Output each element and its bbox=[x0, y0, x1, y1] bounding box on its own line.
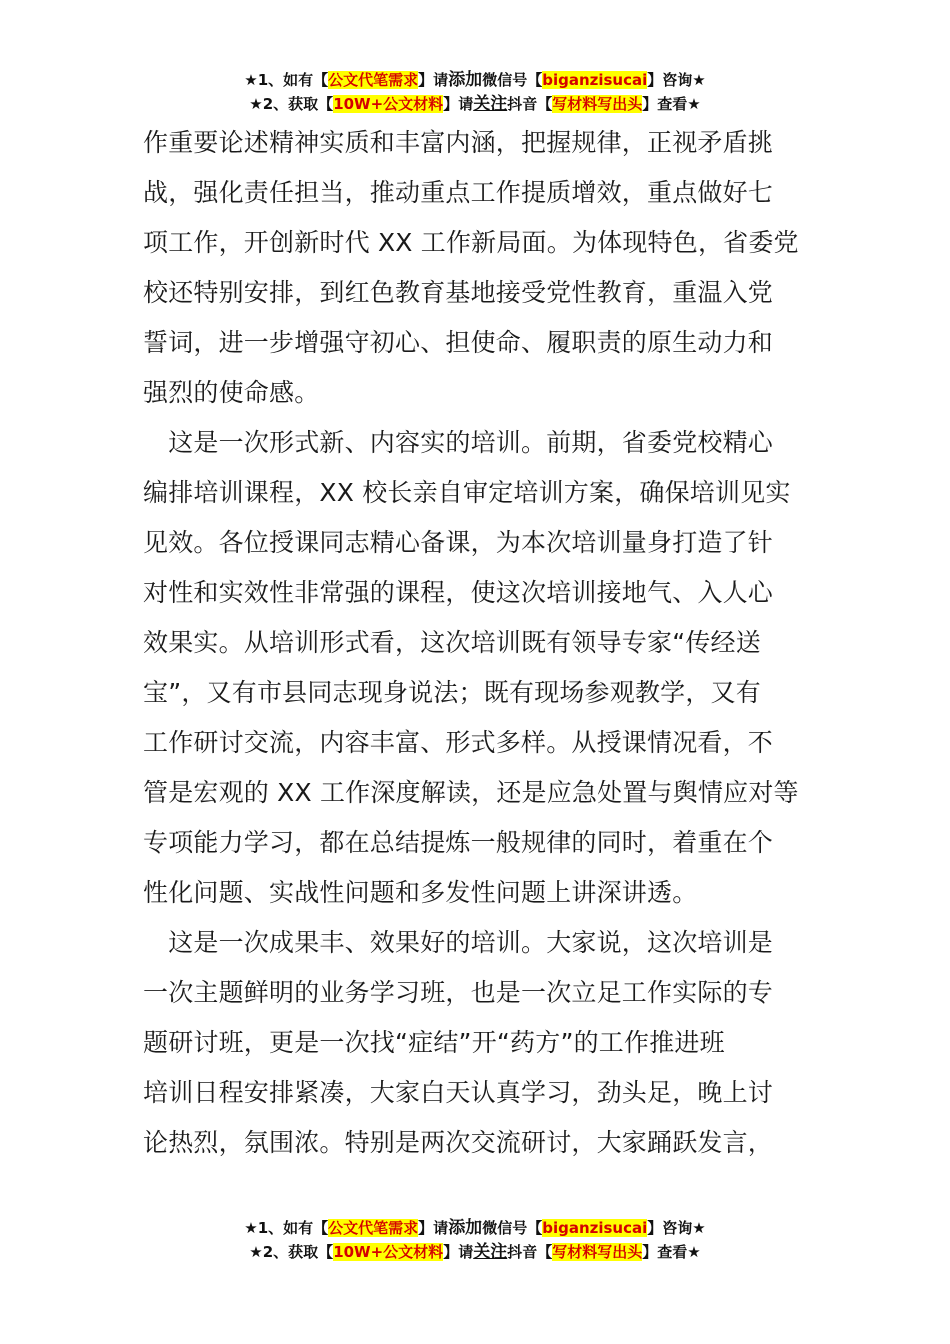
text-line: 作重要论述精神实质和丰富内涵，把握规律，正视矛盾挑 bbox=[143, 128, 774, 157]
promo-text: ★1、如有【 bbox=[244, 71, 329, 89]
text-line: 培训日程安排紧凑，大家白天认真学习，劲头足，晚上讨 bbox=[143, 1078, 774, 1107]
promo-douyin-id: 写材料写出头 bbox=[552, 1243, 643, 1261]
text-line: 管是宏观的 XX 工作深度解读，还是应急处置与舆情应对等 bbox=[143, 778, 799, 807]
text-line: 效果实。从培训形式看，这次培训既有领导专家“传经送 bbox=[143, 628, 761, 657]
promo-emphasis: 添加 bbox=[448, 70, 483, 90]
text-line: 宝”，又有市县同志现身说法；既有现场参观教学，又有 bbox=[143, 678, 761, 707]
promo-text: 微信号【 bbox=[482, 1219, 543, 1237]
promo-highlight: 10W+公文材料 bbox=[333, 95, 444, 113]
paragraph-2 bbox=[143, 418, 813, 918]
promo-highlight: 10W+公文材料 bbox=[333, 1243, 444, 1261]
promo-text: 】查看★ bbox=[642, 1243, 701, 1261]
promo-line-1 bbox=[0, 68, 950, 92]
text-line: 校还特别安排，到红色教育基地接受党性教育，重温入党 bbox=[143, 278, 774, 307]
text-line: 誓词，进一步增强守初心、担使命、履职责的原生动力和 bbox=[143, 328, 774, 357]
text-line: 这是一次成果丰、效果好的培训。大家说，这次培训是 bbox=[143, 928, 774, 957]
promo-text: ★2、获取【 bbox=[249, 1243, 334, 1261]
bottom-promo-banner bbox=[0, 1216, 950, 1264]
text-line: 强烈的使命感。 bbox=[143, 378, 320, 407]
text-line: 战，强化责任担当，推动重点工作提质增效，重点做好七 bbox=[143, 178, 774, 207]
text-line: 见效。各位授课同志精心备课，为本次培训量身打造了针 bbox=[143, 528, 774, 557]
text-line: 编排培训课程，XX 校长亲自审定培训方案，确保培训见实 bbox=[143, 478, 791, 507]
paragraph-3 bbox=[143, 918, 813, 1168]
text-line: 性化问题、实战性问题和多发性问题上讲深讲透。 bbox=[143, 878, 698, 907]
promo-text: 抖音【 bbox=[507, 1243, 553, 1261]
top-promo-banner bbox=[0, 68, 950, 116]
promo-line-1 bbox=[0, 1216, 950, 1240]
promo-text: 】请 bbox=[418, 71, 449, 89]
promo-wechat-id: biganzisucai bbox=[542, 1219, 648, 1237]
promo-highlight: 公文代笔需求 bbox=[328, 1219, 419, 1237]
text-line: 对性和实效性非常强的课程，使这次培训接地气、入人心 bbox=[143, 578, 774, 607]
text-line: 一次主题鲜明的业务学习班，也是一次立足工作实际的专 bbox=[143, 978, 774, 1007]
promo-text: ★2、获取【 bbox=[249, 95, 334, 113]
promo-text: 】咨询★ bbox=[647, 71, 706, 89]
promo-text: 】请 bbox=[418, 1219, 449, 1237]
text-line: 论热烈，氛围浓。特别是两次交流研讨，大家踊跃发言， bbox=[143, 1128, 774, 1157]
promo-highlight: 公文代笔需求 bbox=[328, 71, 419, 89]
promo-emphasis: 添加 bbox=[448, 1218, 483, 1238]
paragraph-1 bbox=[143, 118, 813, 418]
promo-text: 抖音【 bbox=[507, 95, 553, 113]
promo-line-2 bbox=[0, 1240, 950, 1264]
text-line: 工作研讨交流，内容丰富、形式多样。从授课情况看，不 bbox=[143, 728, 774, 757]
promo-text: 】请 bbox=[443, 95, 474, 113]
text-line: 专项能力学习，都在总结提炼一般规律的同时，着重在个 bbox=[143, 828, 774, 857]
promo-text: 】请 bbox=[443, 1243, 474, 1261]
promo-douyin-id: 写材料写出头 bbox=[552, 95, 643, 113]
text-line: 题研讨班，更是一次找“症结”开“药方”的工作推进班 bbox=[143, 1028, 725, 1057]
document-body bbox=[143, 118, 813, 1168]
promo-line-2 bbox=[0, 92, 950, 116]
promo-text: 】咨询★ bbox=[647, 1219, 706, 1237]
promo-text: 微信号【 bbox=[482, 71, 543, 89]
promo-wechat-id: biganzisucai bbox=[542, 71, 648, 89]
promo-emphasis: 关注 bbox=[473, 1242, 508, 1262]
text-line: 项工作，开创新时代 XX 工作新局面。为体现特色，省委党 bbox=[143, 228, 799, 257]
promo-emphasis: 关注 bbox=[473, 94, 508, 114]
text-line: 这是一次形式新、内容实的培训。前期，省委党校精心 bbox=[143, 428, 774, 457]
promo-text: ★1、如有【 bbox=[244, 1219, 329, 1237]
promo-text: 】查看★ bbox=[642, 95, 701, 113]
